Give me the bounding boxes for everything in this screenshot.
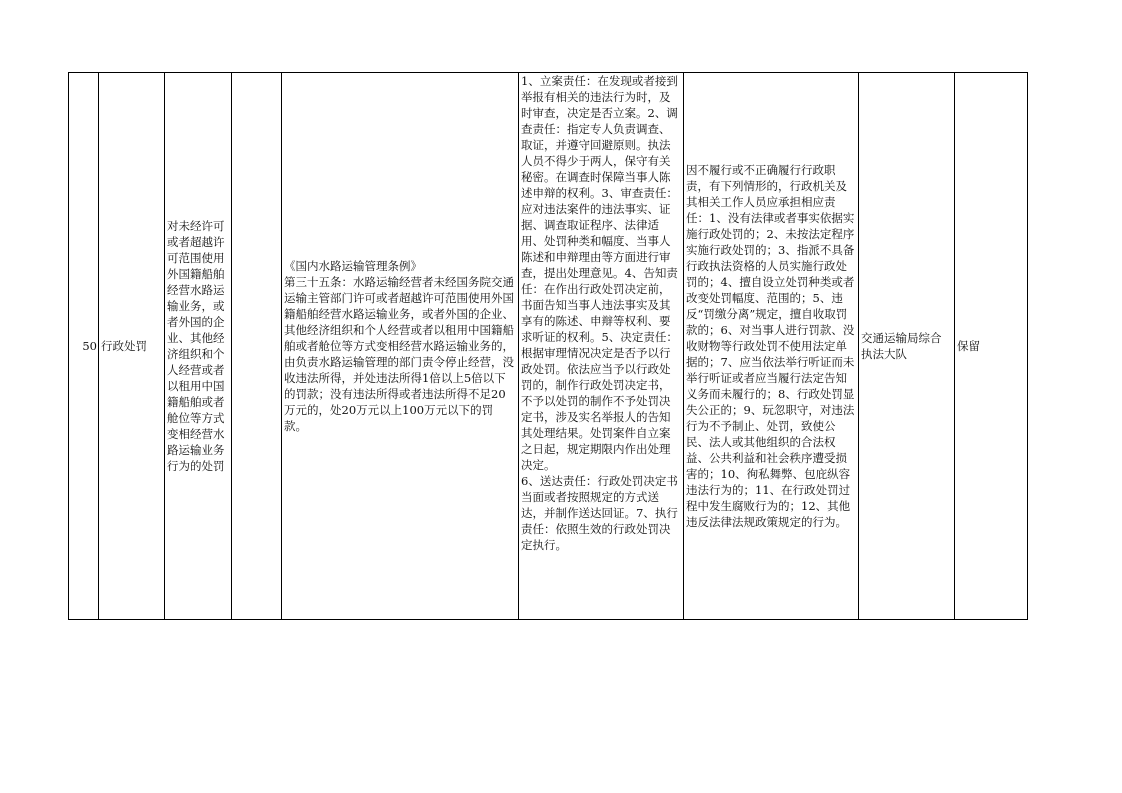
item-name-text: 对未经许可或者超越许可范围使用外国籍船舶经营水路运输业务，或者外国的企业、其他经济组织和个人经营或者以租用中国籍船舶或者舱位等方式变相经营水路运输业务行为的处罚 (167, 219, 225, 473)
status-text: 保留 (957, 339, 980, 353)
responsibility-cell (519, 73, 684, 620)
power-list-table (68, 72, 1028, 620)
responsibility-text: 1、立案责任：在发现或者接到举报有相关的违法行为时，及时审查，决定是否立案。2、调查责任：指定专人负责调查、取证，并遵守回避原则。执法人员不得少于两人，保守有关秘密。在调查时保障当事人陈述申辩的权利。3、审查责任：应对违法案件的违法事实、证据、调查取证程序、法律适用、处罚种类和幅度、当事人陈述和申辩理由等方面进行审查，提出处理意见。4、告知责任：在作出行政处罚决定前，书面告知当事人违法事实及其享有的陈述、申辩等权利、要求听证的权利。5、决定责任：根据审理情况决定是否予以行政处罚。依法应当予以行政处罚的，制作行政处罚决定书，不予以处罚的制作不予处罚决定书，涉及实名举报人的告知其处理结果。处罚案件自立案之日起，规定期限内作出处理决定。 6、送达责任：行政处罚决定书当面或者按照规定的方式送达，并制作送达回证。7、执行责任：依照生效的行政处罚决定执行。 (521, 74, 678, 552)
status-cell (955, 73, 1028, 620)
legal-basis-cell (282, 73, 519, 620)
department-cell (859, 73, 955, 620)
department-text: 交通运输局综合执法大队 (861, 331, 942, 361)
category-text: 行政处罚 (101, 339, 147, 353)
accountability-cell (684, 73, 859, 620)
table-row (69, 73, 1028, 620)
category-cell (99, 73, 165, 620)
sub-item-cell (232, 73, 282, 620)
row-number-cell (69, 73, 99, 620)
legal-basis-text: 《国内水路运输管理条例》 第三十五条：水路运输经营者未经国务院交通运输主管部门许可或者超越许可范围使用外国籍船舶经营水路运输业务，或者外国的企业、其他经济组织和个人经营或者以租用中国籍船舶或者舱位等方式变相经营水路运输业务的，由负责水路运输管理的部门责令停止经营，没收违法所得，并处违法所得1倍以上5倍以下的罚款；没有违法所得或者违法所得不足20万元的，处20万元以上100万元以下的罚款。 (284, 259, 514, 433)
item-name-cell (165, 73, 232, 620)
row-number: 50 (82, 339, 97, 353)
accountability-text: 因不履行或不正确履行行政职责，有下列情形的，行政机关及其相关工作人员应承担相应责任：1、没有法律或者事实依据实施行政处罚的；2、未按法定程序实施行政处罚的；3、指派不具备行政执法资格的人员实施行政处罚的；4、擅自设立处罚种类或者改变处罚幅度、范围的；5、违反“罚缴分离”规定，擅自收取罚款的；6、对当事人进行罚款、没收财物等行政处罚不使用法定单据的；7、应当依法举行听证而未举行听证或者应当履行法定告知义务而未履行的；8、行政处罚显失公正的；9、玩忽职守，对违法行为不予制止、处罚，致使公民、法人或其他组织的合法权益、公共利益和社会秩序遭受损害的；10、徇私舞弊、包庇纵容违法行为的；11、在行政处罚过程中发生腐败行为的；12、其他违反法律法规政策规定的行为。 (686, 163, 855, 529)
power-list-sheet (68, 72, 1027, 620)
